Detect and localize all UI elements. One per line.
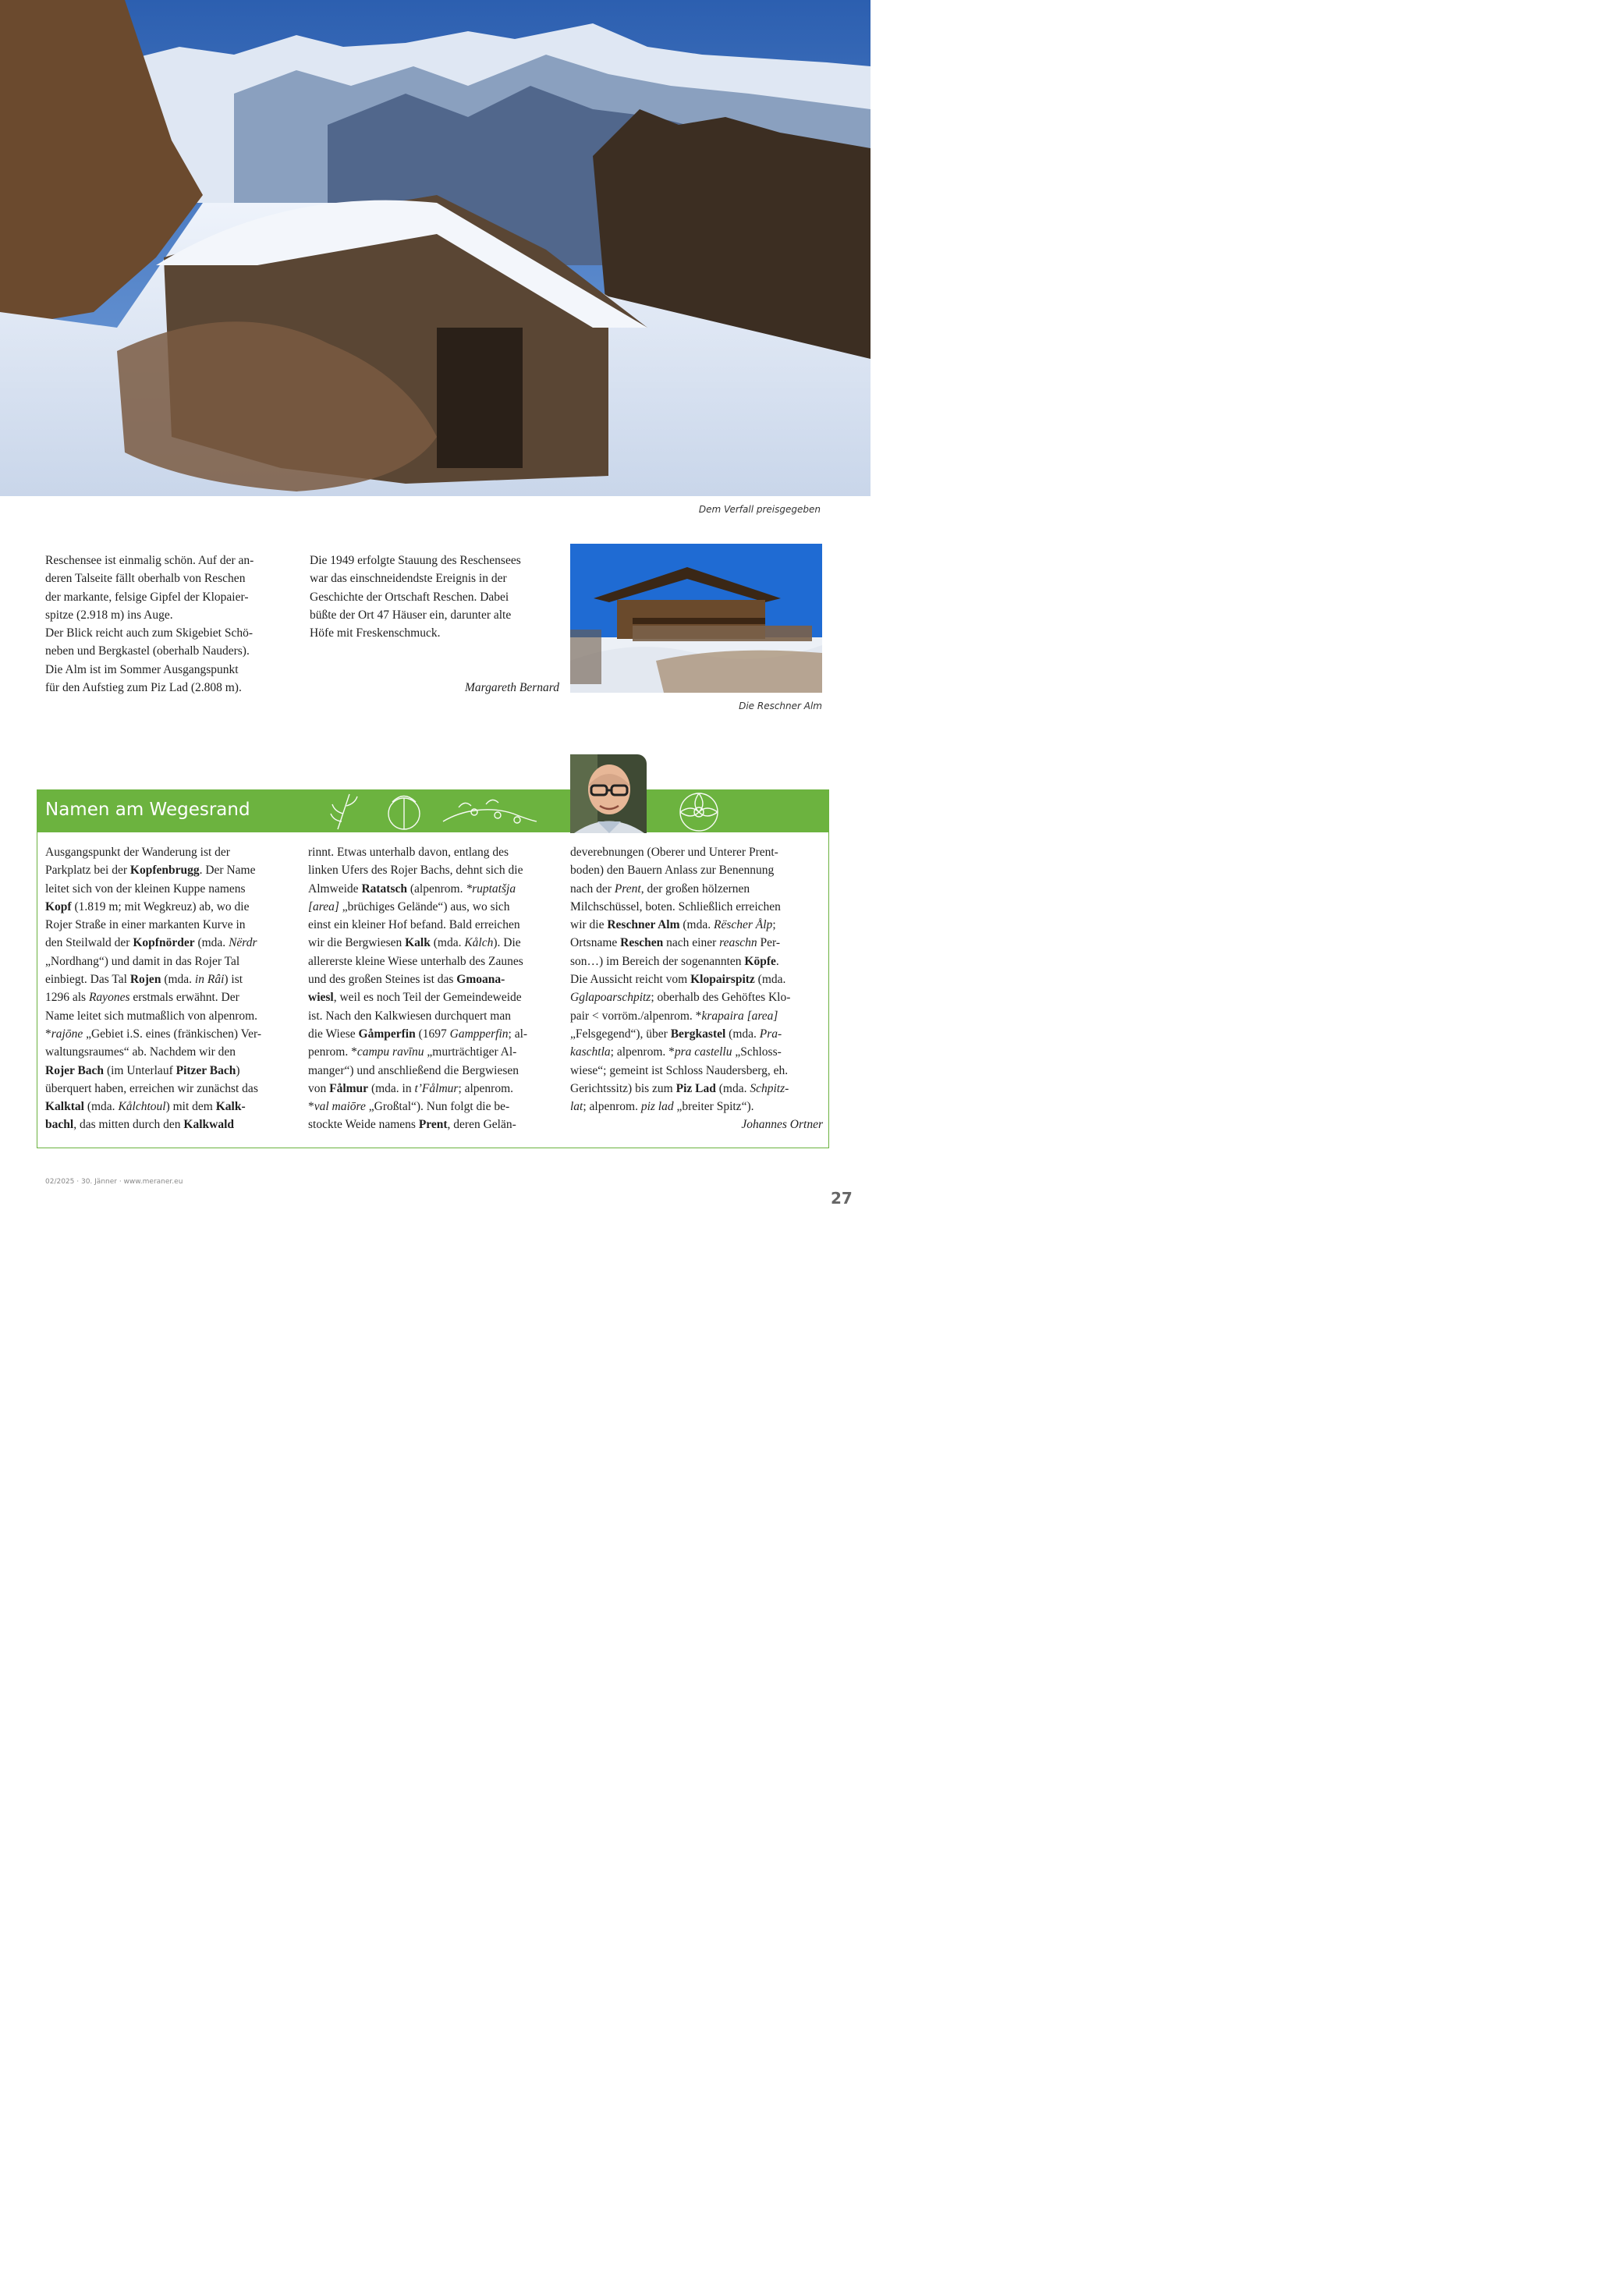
box-author: Johannes Ortner: [741, 1118, 823, 1132]
footer-issue-info: 02/2025 · 30. Jänner · www.meraner.eu: [45, 1178, 183, 1186]
page-number: 27: [831, 1189, 853, 1208]
intro-column-1: Reschensee ist einmalig schön. Auf der an- deren Talseite fällt oberhalb von Reschen der markante, felsige Gipfel der Klopaier- spitze (2.918 m) ins Auge. Der Blick reicht auch zum Skigebiet Schö- neben und Bergkastel (oberhalb Nauders). Die Alm ist im Sommer Ausgangspunkt für den Aufstieg zum Piz Lad (2.808 m).: [45, 554, 254, 695]
box-column-3: [570, 843, 823, 1134]
box-column-1: Ausgangspunkt der Wanderung ist der Parkplatz bei der Kopfenbrugg. Der Name leitet sich von der kleinen Kuppe namens Kopf (1.819 m; mit Wegkreuz) ab, wo die Rojer Straße in einer markanten Kurve in den Steilwald der Kopfnörder (mda. Nërdr „Nordhang“) und damit in das Rojer Tal einbiegt. Das Tal Rojen (mda. in Râi) ist 1296 als Rayones erstmals erwähnt. Der Name leitet sich mutmaßlich von alpenrom. *rajōne „Gebiet i.S. eines (fränkischen) Ver- waltungsraumes“ ab. Nachdem wir den Rojer Bach (im Unterlauf Pitzer Bach) überquert haben, erreichen wir zunächst das Kalktal (mda. Kålchtoul) mit dem Kalk- bachl, das mitten durch den Kalkwald: [45, 846, 262, 1132]
box-title: Namen am Wegesrand: [45, 800, 250, 820]
alm-photo-caption: Die Reschner Alm: [739, 701, 822, 711]
floral-decoration-icon: [37, 790, 830, 832]
mountain-hut-scene-image: [0, 0, 871, 496]
intro-column-2: [310, 552, 559, 697]
author-portrait-image: [570, 754, 647, 833]
box-column-3-text: deverebnungen (Oberer und Unterer Prent- boden) den Bauern Anlass zur Benennung nach der Prent, der großen hölzernen Milchschüssel, boten. Schließlich erreichen wir die Reschner Alm (mda. Rëscher Ålp; Ortsname Reschen nach einer reaschn Per- son…) im Bereich der sogenannten Köpfe. Die Aussicht reicht vom Klopairspitz (mda. Gglapoarschpitz; oberhalb des Gehöftes Klo- pair < vorröm./alpenrom. *krapaira [area] „Felsgegend“), über Bergkastel (mda. Pra- kaschtla; alpenrom. *pra castellu „Schloss- wiese“; gemeint ist Schloss Naudersberg, eh. Gerichtssitz) bis zum Piz Lad (mda. Schpitz- lat; alpenrom. piz lad „breiter Spitz“).: [570, 846, 791, 1114]
intro-column-2-text: Die 1949 erfolgte Stauung des Reschensees war das einschneidendste Ereignis in der Geschichte der Ortschaft Reschen. Dabei büßte der Ort 47 Häuser ein, darunter alte Höfe mit Freskenschmuck.: [310, 554, 521, 640]
hero-photo: [0, 0, 871, 496]
reschner-alm-photo: [570, 544, 822, 693]
box-header: [37, 790, 828, 832]
alm-building-image: [570, 544, 822, 693]
author-portrait: [570, 754, 647, 833]
hero-caption: Dem Verfall preisgegeben: [698, 504, 821, 515]
box-column-2: rinnt. Etwas unterhalb davon, entlang des linken Ufers des Rojer Bachs, dehnt sich die Almweide Ratatsch (alpenrom. *ruptatšja [area] „brüchiges Gelände“) aus, wo sich einst ein kleiner Hof befand. Bald erreichen wir die Bergwiesen Kalk (mda. Kålch). Die allererste kleine Wiese unterhalb des Zaunes und des großen Steines ist das Gmoana- wiesl, weil es noch Teil der Gemeindeweide ist. Nach den Kalkwiesen durchquert man die Wiese Gåmperfin (1697 Gampperfin; al- penrom. *campu ravīnu „murträchtiger Al- manger“) und anschließend die Bergwiesen von Fålmur (mda. in t’Fålmur; alpenrom. *val maiōre „Großtal“). Nun folgt die be- stockte Weide namens Prent, deren Gelän-: [308, 846, 528, 1132]
intro-author: Margareth Bernard: [465, 681, 559, 695]
